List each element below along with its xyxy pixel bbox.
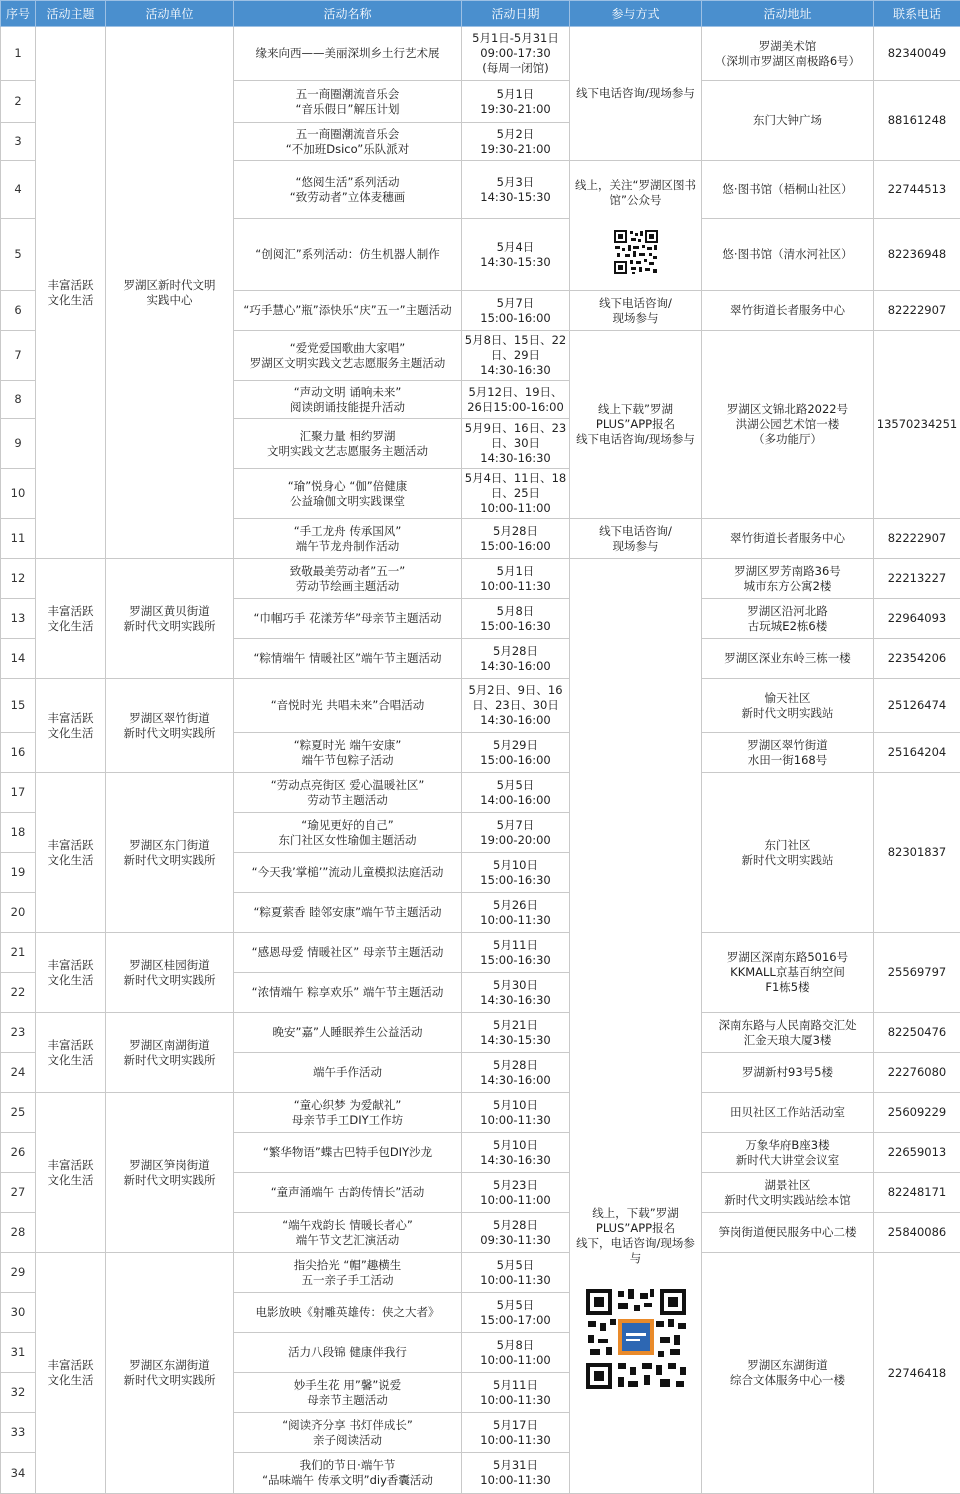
activity-address: 罗湖区东湖街道 综合文体服务中心一楼 [702, 1253, 874, 1494]
contact-phone: 22746418 [874, 1253, 960, 1494]
row-number: 14 [1, 639, 36, 679]
activity-name: 五一商圈潮流音乐会 “不加班Dsico”乐队派对 [234, 123, 462, 161]
activity-date: 5月11日 15:00-16:30 [462, 933, 570, 973]
row-number: 12 [1, 559, 36, 599]
contact-phone: 82340049 [874, 27, 960, 81]
participation-mode-library [570, 161, 702, 291]
activity-address: 湖景社区 新时代文明实践站绘本馆 [702, 1173, 874, 1213]
activity-date: 5月12日、19日、26日15:00-16:00 [462, 381, 570, 419]
row-number: 34 [1, 1453, 36, 1494]
activity-address: 罗湖区深南东路5016号 KKMALL京基百纳空间 F1栋5楼 [702, 933, 874, 1013]
activity-name: “粽情端午 情暖社区”端午节主题活动 [234, 639, 462, 679]
unit-cell: 罗湖区东门街道 新时代文明实践所 [106, 773, 234, 933]
row-number: 33 [1, 1413, 36, 1453]
activity-name: 妙手生花 用”馨”说爱 母亲节主题活动 [234, 1373, 462, 1413]
theme-cell: 丰富活跃 文化生活 [36, 27, 106, 559]
contact-phone: 82222907 [874, 291, 960, 331]
unit-cell: 罗湖区新时代文明 实践中心 [106, 27, 234, 559]
row-number: 32 [1, 1373, 36, 1413]
activity-name: “巾帼巧手 花漾芳华”母亲节主题活动 [234, 599, 462, 639]
activity-address: 深南东路与人民南路交汇处 汇金天琅大厦3楼 [702, 1013, 874, 1053]
row-number: 16 [1, 733, 36, 773]
contact-phone: 22964093 [874, 599, 960, 639]
activity-name: 我们的节日·端午节 “品味端午 传承文明”diy香囊活动 [234, 1453, 462, 1494]
theme-cell: 丰富活跃 文化生活 [36, 933, 106, 1013]
activity-name: 电影放映《射雕英雄传：侠之大者》 [234, 1293, 462, 1333]
activity-address: 万象华府B座3楼 新时代大讲堂会议室 [702, 1133, 874, 1173]
row-number: 31 [1, 1333, 36, 1373]
activity-name: “浓情端午 粽享欢乐” 端午节主题活动 [234, 973, 462, 1013]
theme-cell: 丰富活跃 文化生活 [36, 1253, 106, 1494]
activity-date: 5月28日 14:30-16:00 [462, 639, 570, 679]
row-number: 30 [1, 1293, 36, 1333]
row-number: 29 [1, 1253, 36, 1293]
row-number: 23 [1, 1013, 36, 1053]
activity-date: 5月21日 14:30-15:30 [462, 1013, 570, 1053]
header-activity-name: 活动名称 [234, 1, 462, 27]
row-number: 7 [1, 331, 36, 381]
row-number: 8 [1, 381, 36, 419]
row-number: 24 [1, 1053, 36, 1093]
activity-date: 5月7日 19:00-20:00 [462, 813, 570, 853]
contact-phone: 82236948 [874, 219, 960, 291]
unit-cell: 罗湖区东湖街道 新时代文明实践所 [106, 1253, 234, 1494]
row-number: 17 [1, 773, 36, 813]
activity-name: “音悦时光 共唱未来”合唱活动 [234, 679, 462, 733]
row-number: 11 [1, 519, 36, 559]
header-address: 活动地址 [702, 1, 874, 27]
row-number: 19 [1, 853, 36, 893]
activity-name: “粽夏萦香 睦邻安康”端午节主题活动 [234, 893, 462, 933]
unit-cell: 罗湖区桂园街道 新时代文明实践所 [106, 933, 234, 1013]
row-number: 4 [1, 161, 36, 219]
activity-address: 东门大钟广场 [702, 81, 874, 161]
row-number: 22 [1, 973, 36, 1013]
activity-name: “繁华物语”蝶古巴特手包DIY沙龙 [234, 1133, 462, 1173]
table-row [1, 559, 960, 599]
activity-name: “阅读齐分享 书灯伴成长” 亲子阅读活动 [234, 1413, 462, 1453]
activity-address: 翠竹街道长者服务中心 [702, 291, 874, 331]
participation-mode: 线上下载”罗湖PLUS”APP报名 线下电话咨询/现场参与 [570, 331, 702, 519]
participation-mode: 线下电话咨询/ 现场参与 [570, 519, 702, 559]
table-row [1, 773, 960, 813]
row-number: 18 [1, 813, 36, 853]
contact-phone: 25609229 [874, 1093, 960, 1133]
table-row [1, 1013, 960, 1053]
row-number: 10 [1, 469, 36, 519]
header-row [1, 1, 960, 27]
contact-phone: 82250476 [874, 1013, 960, 1053]
row-number: 6 [1, 291, 36, 331]
activity-date: 5月26日 10:00-11:30 [462, 893, 570, 933]
activity-date: 5月2日 19:30-21:00 [462, 123, 570, 161]
qr-code-icon [584, 1287, 688, 1391]
activity-date: 5月8日、15日、22日、29日 14:30-16:30 [462, 331, 570, 381]
qr-code-icon [613, 229, 659, 275]
activity-date: 5月8日 10:00-11:00 [462, 1333, 570, 1373]
activity-date: 5月28日 14:30-16:00 [462, 1053, 570, 1093]
activity-name: “创阅汇”系列活动：仿生机器人制作 [234, 219, 462, 291]
row-number: 9 [1, 419, 36, 469]
header-phone: 联系电话 [874, 1, 960, 27]
header-date: 活动日期 [462, 1, 570, 27]
activity-name: 晚安”嘉”人睡眠养生公益活动 [234, 1013, 462, 1053]
contact-phone: 22213227 [874, 559, 960, 599]
header-no: 序号 [1, 1, 36, 27]
contact-phone: 82222907 [874, 519, 960, 559]
activity-address: 田贝社区工作站活动室 [702, 1093, 874, 1133]
activity-address: 笋岗街道便民服务中心二楼 [702, 1213, 874, 1253]
contact-phone: 82248171 [874, 1173, 960, 1213]
activity-date: 5月23日 10:00-11:00 [462, 1173, 570, 1213]
theme-cell: 丰富活跃 文化生活 [36, 679, 106, 773]
activity-name: “瑜”悦身心 “伽”倍健康 公益瑜伽文明实践课堂 [234, 469, 462, 519]
row-number: 1 [1, 27, 36, 81]
unit-cell: 罗湖区笋岗街道 新时代文明实践所 [106, 1093, 234, 1253]
activity-date: 5月5日 14:00-16:00 [462, 773, 570, 813]
activity-date: 5月4日、11日、18日、25日 10:00-11:00 [462, 469, 570, 519]
row-number: 15 [1, 679, 36, 733]
activity-name: “端午戏韵长 情暖长者心” 端午节文艺汇演活动 [234, 1213, 462, 1253]
activity-date: 5月8日 15:00-16:30 [462, 599, 570, 639]
activity-address: 罗湖新村93号5楼 [702, 1053, 874, 1093]
activity-date: 5月10日 10:00-11:30 [462, 1093, 570, 1133]
activity-name: “手工龙舟 传承国风” 端午节龙舟制作活动 [234, 519, 462, 559]
activity-date: 5月17日 10:00-11:30 [462, 1413, 570, 1453]
contact-phone: 22354206 [874, 639, 960, 679]
activity-date: 5月28日 09:30-11:30 [462, 1213, 570, 1253]
activity-date: 5月7日 15:00-16:00 [462, 291, 570, 331]
theme-cell: 丰富活跃 文化生活 [36, 1013, 106, 1093]
row-number: 20 [1, 893, 36, 933]
activity-address: 罗湖区文锦北路2022号 洪湖公园艺术馆一楼 （多功能厅） [702, 331, 874, 519]
activity-address: 愉天社区 新时代文明实践站 [702, 679, 874, 733]
table-row [1, 933, 960, 973]
row-number: 28 [1, 1213, 36, 1253]
theme-cell: 丰富活跃 文化生活 [36, 1093, 106, 1253]
activity-date: 5月1日-5月31日 09:00-17:30 (每周一闭馆) [462, 27, 570, 81]
activity-address: 罗湖美术馆 （深圳市罗湖区南极路6号） [702, 27, 874, 81]
table-row [1, 27, 960, 81]
theme-cell: 丰富活跃 文化生活 [36, 773, 106, 933]
activity-address: 罗湖区沿河北路 古玩城E2栋6楼 [702, 599, 874, 639]
activity-date: 5月11日 10:00-11:30 [462, 1373, 570, 1413]
activity-date: 5月3日 14:30-15:30 [462, 161, 570, 219]
header-unit: 活动单位 [106, 1, 234, 27]
contact-phone: 13570234251 [874, 331, 960, 519]
row-number: 13 [1, 599, 36, 639]
contact-phone: 25126474 [874, 679, 960, 733]
activity-name: “感恩母爱 情暖社区” 母亲节主题活动 [234, 933, 462, 973]
row-number: 2 [1, 81, 36, 123]
activity-name: “巧手慧心”瓶”添快乐“庆”五一”主题活动 [234, 291, 462, 331]
unit-cell: 罗湖区南湖街道 新时代文明实践所 [106, 1013, 234, 1093]
activity-date: 5月28日 15:00-16:00 [462, 519, 570, 559]
activity-name: “声动文明 诵响未来” 阅读朗诵技能提升活动 [234, 381, 462, 419]
activity-date: 5月1日 19:30-21:00 [462, 81, 570, 123]
activity-name: 缘来向西——美丽深圳乡土行艺术展 [234, 27, 462, 81]
header-theme: 活动主题 [36, 1, 106, 27]
unit-cell: 罗湖区黄贝街道 新时代文明实践所 [106, 559, 234, 679]
activity-name: “今天我’掌槌’”流动儿童模拟法庭活动 [234, 853, 462, 893]
contact-phone: 22276080 [874, 1053, 960, 1093]
activity-name: “粽夏时光 端午安康” 端午节包粽子活动 [234, 733, 462, 773]
activity-date: 5月29日 15:00-16:00 [462, 733, 570, 773]
activity-date: 5月4日 14:30-15:30 [462, 219, 570, 291]
activity-address: 翠竹街道长者服务中心 [702, 519, 874, 559]
activity-name: “童心织梦 为爱献礼” 母亲节手工DIY工作坊 [234, 1093, 462, 1133]
activity-name: 汇聚力量 相约罗湖 文明实践文艺志愿服务主题活动 [234, 419, 462, 469]
contact-phone: 22659013 [874, 1133, 960, 1173]
contact-phone: 25569797 [874, 933, 960, 1013]
activity-date: 5月31日 10:00-11:30 [462, 1453, 570, 1494]
table-row [1, 1253, 960, 1293]
contact-phone: 82301837 [874, 773, 960, 933]
row-number: 26 [1, 1133, 36, 1173]
activity-name: “劳动点亮街区 爱心温暖社区” 劳动节主题活动 [234, 773, 462, 813]
activity-name: 致敬最美劳动者”五一” 劳动节绘画主题活动 [234, 559, 462, 599]
activity-date: 5月5日 15:00-17:00 [462, 1293, 570, 1333]
activity-date: 5月2日、9日、16日、23日、30日 14:30-16:00 [462, 679, 570, 733]
participation-mode: 线下电话咨询/ 现场参与 [570, 291, 702, 331]
activity-date: 5月30日 14:30-16:30 [462, 973, 570, 1013]
contact-phone: 25164204 [874, 733, 960, 773]
row-number: 27 [1, 1173, 36, 1213]
participation-mode-text: 线上，关注“罗湖区图书馆”公众号 [573, 178, 698, 208]
row-number: 5 [1, 219, 36, 291]
activity-date: 5月1日 10:00-11:30 [462, 559, 570, 599]
unit-cell: 罗湖区翠竹街道 新时代文明实践所 [106, 679, 234, 773]
activity-name: “瑜见更好的自己” 东门社区女性瑜伽主题活动 [234, 813, 462, 853]
participation-mode-app [570, 559, 702, 1494]
table-row [1, 679, 960, 733]
activity-date: 5月10日 14:30-16:30 [462, 1133, 570, 1173]
row-number: 3 [1, 123, 36, 161]
activity-address: 罗湖区罗芳南路36号 城市东方公寓2楼 [702, 559, 874, 599]
activity-name: 活力八段锦 健康伴我行 [234, 1333, 462, 1373]
theme-cell: 丰富活跃 文化生活 [36, 559, 106, 679]
participation-mode-text: 线上，下载”罗湖PLUS”APP报名 线下，电话咨询/现场参与 [573, 1206, 698, 1266]
activity-address: 悠·图书馆（清水河社区） [702, 219, 874, 291]
activity-name: “爱党爱国歌曲大家唱” 罗湖区文明实践文艺志愿服务主题活动 [234, 331, 462, 381]
activity-date: 5月10日 15:00-16:30 [462, 853, 570, 893]
participation-mode: 线下电话咨询/现场参与 [570, 27, 702, 161]
activity-name: 五一商圈潮流音乐会 “音乐假日”解压计划 [234, 81, 462, 123]
activity-date: 5月5日 10:00-11:30 [462, 1253, 570, 1293]
activity-address: 罗湖区深业东岭三栋一楼 [702, 639, 874, 679]
contact-phone: 25840086 [874, 1213, 960, 1253]
activity-address: 罗湖区翠竹街道 水田一街168号 [702, 733, 874, 773]
table-row [1, 1093, 960, 1133]
contact-phone: 22744513 [874, 161, 960, 219]
activity-address: 东门社区 新时代文明实践站 [702, 773, 874, 933]
row-number: 21 [1, 933, 36, 973]
row-number: 25 [1, 1093, 36, 1133]
activity-address: 悠·图书馆（梧桐山社区） [702, 161, 874, 219]
activity-name: 指尖拾光 “帽”趣横生 五一亲子手工活动 [234, 1253, 462, 1293]
activity-name: 端午手作活动 [234, 1053, 462, 1093]
activity-name: “悠阅生活”系列活动 “致劳动者”立体麦穗画 [234, 161, 462, 219]
activity-date: 5月9日、16日、23日、30日 14:30-16:30 [462, 419, 570, 469]
activity-name: “童声涌端午 古韵传情长”活动 [234, 1173, 462, 1213]
header-participation: 参与方式 [570, 1, 702, 27]
contact-phone: 88161248 [874, 81, 960, 161]
